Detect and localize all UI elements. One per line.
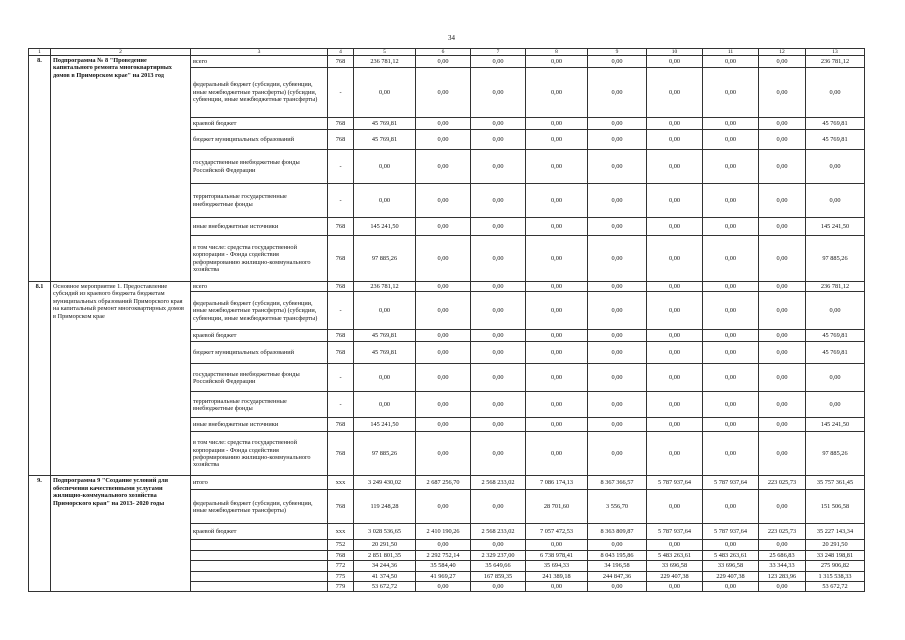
amount-cell: 151 506,58 bbox=[806, 490, 865, 524]
amount-cell: 5 483 263,61 bbox=[647, 550, 703, 560]
amount-cell: 2 329 237,00 bbox=[471, 550, 526, 560]
amount-cell: 45 769,81 bbox=[806, 118, 865, 130]
budget-code: - bbox=[328, 184, 354, 218]
amount-cell: 45 769,81 bbox=[354, 118, 416, 130]
column-number: 8 bbox=[526, 49, 588, 56]
budget-code: 768 bbox=[328, 236, 354, 282]
amount-cell: 45 769,81 bbox=[354, 130, 416, 150]
funding-source: всего bbox=[191, 282, 328, 292]
amount-cell: 0,00 bbox=[759, 130, 806, 150]
amount-cell: 7 057 472,53 bbox=[526, 524, 588, 540]
amount-cell: 3 028 536,65 bbox=[354, 524, 416, 540]
amount-cell: 0,00 bbox=[526, 540, 588, 550]
amount-cell: 0,00 bbox=[647, 582, 703, 592]
amount-cell: 0,00 bbox=[647, 292, 703, 330]
amount-cell: 0,00 bbox=[703, 56, 759, 68]
amount-cell: 0,00 bbox=[806, 68, 865, 118]
column-number: 11 bbox=[703, 49, 759, 56]
amount-cell: 8 043 195,86 bbox=[588, 550, 647, 560]
amount-cell: 0,00 bbox=[526, 392, 588, 418]
amount-cell: 223 025,73 bbox=[759, 476, 806, 490]
amount-cell: 0,00 bbox=[416, 342, 471, 364]
budget-code: 768 bbox=[328, 432, 354, 476]
funding-source: территориальные государственные внебюджетные фонды bbox=[191, 392, 328, 418]
amount-cell: 0,00 bbox=[588, 392, 647, 418]
amount-cell: 0,00 bbox=[588, 150, 647, 184]
amount-cell: 2 687 256,70 bbox=[416, 476, 471, 490]
funding-source: краевой бюджет bbox=[191, 524, 328, 540]
amount-cell: 45 769,81 bbox=[354, 330, 416, 342]
amount-cell: 45 769,81 bbox=[806, 330, 865, 342]
amount-cell: 0,00 bbox=[416, 490, 471, 524]
column-number: 9 bbox=[588, 49, 647, 56]
amount-cell: 0,00 bbox=[703, 342, 759, 364]
amount-cell: 0,00 bbox=[526, 330, 588, 342]
amount-cell: 2 851 801,35 bbox=[354, 550, 416, 560]
amount-cell: 0,00 bbox=[703, 130, 759, 150]
column-number-row bbox=[29, 49, 865, 56]
amount-cell: 0,00 bbox=[416, 392, 471, 418]
amount-cell: 45 769,81 bbox=[354, 342, 416, 364]
funding-source: краевой бюджет bbox=[191, 330, 328, 342]
amount-cell: 0,00 bbox=[647, 218, 703, 236]
amount-cell: 0,00 bbox=[416, 218, 471, 236]
amount-cell: 0,00 bbox=[471, 342, 526, 364]
budget-code: - bbox=[328, 68, 354, 118]
amount-cell: 0,00 bbox=[471, 150, 526, 184]
amount-cell: 5 787 937,64 bbox=[647, 524, 703, 540]
amount-cell: 0,00 bbox=[759, 364, 806, 392]
amount-cell: 0,00 bbox=[703, 582, 759, 592]
budget-code: 768 bbox=[328, 118, 354, 130]
amount-cell: 0,00 bbox=[588, 184, 647, 218]
amount-cell: 33 344,33 bbox=[759, 561, 806, 571]
budget-code: ххх bbox=[328, 524, 354, 540]
amount-cell: 236 781,12 bbox=[806, 56, 865, 68]
amount-cell: 0,00 bbox=[416, 118, 471, 130]
item-title: Подпрограмма № 8 "Проведение капитального ремонта многоквартирных домов в Приморском крае" на 2013 год bbox=[51, 56, 191, 282]
amount-cell: 34 244,36 bbox=[354, 561, 416, 571]
amount-cell: 0,00 bbox=[647, 236, 703, 282]
amount-cell: 0,00 bbox=[703, 330, 759, 342]
amount-cell: 0,00 bbox=[471, 130, 526, 150]
column-number: 6 bbox=[416, 49, 471, 56]
amount-cell: 223 025,73 bbox=[759, 524, 806, 540]
amount-cell: 0,00 bbox=[588, 432, 647, 476]
amount-cell: 0,00 bbox=[703, 490, 759, 524]
amount-cell: 34 196,58 bbox=[588, 561, 647, 571]
page-number: 34 bbox=[448, 34, 455, 42]
amount-cell: 0,00 bbox=[647, 56, 703, 68]
amount-cell: 0,00 bbox=[416, 330, 471, 342]
amount-cell: 0,00 bbox=[471, 582, 526, 592]
amount-cell: 0,00 bbox=[647, 68, 703, 118]
amount-cell: 0,00 bbox=[526, 236, 588, 282]
amount-cell: 0,00 bbox=[354, 184, 416, 218]
budget-code: 768 bbox=[328, 418, 354, 432]
budget-code: ххх bbox=[328, 476, 354, 490]
amount-cell: 0,00 bbox=[647, 342, 703, 364]
item-number: 9. bbox=[29, 476, 51, 592]
funding-source: краевой бюджет bbox=[191, 118, 328, 130]
amount-cell: 0,00 bbox=[471, 218, 526, 236]
amount-cell: 20 291,50 bbox=[354, 540, 416, 550]
amount-cell: 241 389,18 bbox=[526, 571, 588, 581]
amount-cell: 0,00 bbox=[416, 150, 471, 184]
item-number: 8.1 bbox=[29, 282, 51, 476]
budget-code: 779 bbox=[328, 582, 354, 592]
amount-cell: 5 787 937,64 bbox=[703, 476, 759, 490]
amount-cell: 0,00 bbox=[526, 418, 588, 432]
amount-cell: 35 227 143,34 bbox=[806, 524, 865, 540]
amount-cell: 0,00 bbox=[647, 490, 703, 524]
funding-source: итого bbox=[191, 476, 328, 490]
amount-cell: 0,00 bbox=[759, 342, 806, 364]
amount-cell: 0,00 bbox=[526, 218, 588, 236]
amount-cell: 0,00 bbox=[647, 330, 703, 342]
budget-code: - bbox=[328, 392, 354, 418]
amount-cell: 0,00 bbox=[759, 490, 806, 524]
amount-cell: 0,00 bbox=[416, 418, 471, 432]
amount-cell: 167 859,35 bbox=[471, 571, 526, 581]
budget-code: 768 bbox=[328, 330, 354, 342]
amount-cell: 0,00 bbox=[588, 364, 647, 392]
amount-cell: 0,00 bbox=[703, 418, 759, 432]
amount-cell: 0,00 bbox=[526, 130, 588, 150]
amount-cell: 0,00 bbox=[759, 540, 806, 550]
amount-cell: 0,00 bbox=[588, 582, 647, 592]
amount-cell: 0,00 bbox=[588, 418, 647, 432]
amount-cell: 0,00 bbox=[526, 184, 588, 218]
amount-cell: 229 407,38 bbox=[703, 571, 759, 581]
amount-cell: 53 672,72 bbox=[806, 582, 865, 592]
amount-cell: 20 291,50 bbox=[806, 540, 865, 550]
amount-cell: 0,00 bbox=[416, 432, 471, 476]
amount-cell: 0,00 bbox=[806, 364, 865, 392]
amount-cell: 145 241,50 bbox=[354, 418, 416, 432]
amount-cell: 0,00 bbox=[416, 364, 471, 392]
amount-cell: 0,00 bbox=[354, 392, 416, 418]
budget-code: 768 bbox=[328, 490, 354, 524]
amount-cell: 0,00 bbox=[416, 282, 471, 292]
amount-cell: 0,00 bbox=[647, 418, 703, 432]
amount-cell: 3 249 430,02 bbox=[354, 476, 416, 490]
amount-cell: 0,00 bbox=[471, 282, 526, 292]
amount-cell: 0,00 bbox=[703, 184, 759, 218]
amount-cell: 145 241,50 bbox=[354, 218, 416, 236]
amount-cell: 0,00 bbox=[703, 540, 759, 550]
amount-cell: 6 738 978,41 bbox=[526, 550, 588, 560]
amount-cell: 0,00 bbox=[588, 68, 647, 118]
amount-cell: 2 568 233,02 bbox=[471, 524, 526, 540]
amount-cell: 0,00 bbox=[588, 282, 647, 292]
amount-cell: 0,00 bbox=[759, 282, 806, 292]
amount-cell: 0,00 bbox=[759, 418, 806, 432]
funding-source bbox=[191, 540, 328, 550]
funding-source: территориальные государственные внебюджетные фонды bbox=[191, 184, 328, 218]
amount-cell: 0,00 bbox=[526, 150, 588, 184]
amount-cell: 0,00 bbox=[703, 292, 759, 330]
amount-cell: 0,00 bbox=[647, 364, 703, 392]
amount-cell: 0,00 bbox=[526, 56, 588, 68]
amount-cell: 7 086 174,13 bbox=[526, 476, 588, 490]
amount-cell: 0,00 bbox=[588, 330, 647, 342]
budget-code: 768 bbox=[328, 56, 354, 68]
amount-cell: 0,00 bbox=[354, 150, 416, 184]
amount-cell: 0,00 bbox=[526, 118, 588, 130]
budget-code: - bbox=[328, 292, 354, 330]
amount-cell: 97 885,26 bbox=[354, 236, 416, 282]
funding-source bbox=[191, 561, 328, 571]
funding-source: федеральный бюджет (субсидии, субвенции, иные межбюджетные трансферты) (субсидии, субвенции, иные межбюджетные трансферты) bbox=[191, 68, 328, 118]
amount-cell: 0,00 bbox=[588, 292, 647, 330]
amount-cell: 41 374,50 bbox=[354, 571, 416, 581]
amount-cell: 2 292 752,14 bbox=[416, 550, 471, 560]
amount-cell: 0,00 bbox=[759, 150, 806, 184]
amount-cell: 244 847,36 bbox=[588, 571, 647, 581]
funding-source bbox=[191, 571, 328, 581]
column-number: 13 bbox=[806, 49, 865, 56]
amount-cell: 0,00 bbox=[759, 118, 806, 130]
funding-source: иные внебюджетные источники bbox=[191, 218, 328, 236]
amount-cell: 0,00 bbox=[471, 330, 526, 342]
column-number: 7 bbox=[471, 49, 526, 56]
amount-cell: 0,00 bbox=[647, 130, 703, 150]
amount-cell: 0,00 bbox=[647, 282, 703, 292]
amount-cell: 0,00 bbox=[526, 432, 588, 476]
amount-cell: 0,00 bbox=[703, 118, 759, 130]
amount-cell: 35 584,40 bbox=[416, 561, 471, 571]
amount-cell: 0,00 bbox=[526, 582, 588, 592]
amount-cell: 0,00 bbox=[759, 392, 806, 418]
amount-cell: 0,00 bbox=[588, 218, 647, 236]
amount-cell: 0,00 bbox=[647, 118, 703, 130]
amount-cell: 0,00 bbox=[526, 282, 588, 292]
amount-cell: 0,00 bbox=[471, 490, 526, 524]
amount-cell: 0,00 bbox=[759, 582, 806, 592]
amount-cell: 0,00 bbox=[703, 282, 759, 292]
amount-cell: 0,00 bbox=[588, 342, 647, 364]
amount-cell: 0,00 bbox=[759, 218, 806, 236]
budget-code: 768 bbox=[328, 218, 354, 236]
amount-cell: 0,00 bbox=[647, 184, 703, 218]
amount-cell: 0,00 bbox=[416, 582, 471, 592]
amount-cell: 8 363 809,87 bbox=[588, 524, 647, 540]
amount-cell: 275 906,82 bbox=[806, 561, 865, 571]
amount-cell: 0,00 bbox=[806, 184, 865, 218]
amount-cell: 0,00 bbox=[526, 364, 588, 392]
budget-table bbox=[28, 48, 865, 592]
amount-cell: 0,00 bbox=[806, 150, 865, 184]
amount-cell: 0,00 bbox=[471, 418, 526, 432]
amount-cell: 35 757 361,45 bbox=[806, 476, 865, 490]
amount-cell: 145 241,50 bbox=[806, 418, 865, 432]
amount-cell: 0,00 bbox=[703, 218, 759, 236]
amount-cell: 0,00 bbox=[354, 68, 416, 118]
amount-cell: 0,00 bbox=[526, 68, 588, 118]
funding-source bbox=[191, 550, 328, 560]
amount-cell: 35 649,66 bbox=[471, 561, 526, 571]
amount-cell: 33 696,58 bbox=[647, 561, 703, 571]
item-title: Подпрограмма 9 "Создание условий для обеспечения качественными услугами жилищно-коммунального хозяйства Приморского края" на 2013- 2020 годы bbox=[51, 476, 191, 592]
amount-cell: 0,00 bbox=[416, 130, 471, 150]
amount-cell: 0,00 bbox=[416, 68, 471, 118]
amount-cell: 0,00 bbox=[416, 292, 471, 330]
column-number: 3 bbox=[191, 49, 328, 56]
budget-code: 775 bbox=[328, 571, 354, 581]
amount-cell: 0,00 bbox=[471, 432, 526, 476]
amount-cell: 0,00 bbox=[703, 236, 759, 282]
amount-cell: 0,00 bbox=[588, 540, 647, 550]
amount-cell: 0,00 bbox=[588, 130, 647, 150]
amount-cell: 0,00 bbox=[759, 184, 806, 218]
amount-cell: 97 885,26 bbox=[806, 236, 865, 282]
funding-source: государственные внебюджетные фонды Российской Федерации bbox=[191, 364, 328, 392]
amount-cell: 2 568 233,02 bbox=[471, 476, 526, 490]
budget-code: 768 bbox=[328, 130, 354, 150]
funding-source: в том числе: средства государственной корпорации - Фонда содействия реформированию жилищно-коммунального хозяйства bbox=[191, 432, 328, 476]
amount-cell: 41 969,27 bbox=[416, 571, 471, 581]
amount-cell: 0,00 bbox=[759, 68, 806, 118]
amount-cell: 0,00 bbox=[759, 432, 806, 476]
column-number: 2 bbox=[51, 49, 191, 56]
amount-cell: 236 781,12 bbox=[354, 56, 416, 68]
amount-cell: 0,00 bbox=[526, 292, 588, 330]
budget-code: 768 bbox=[328, 282, 354, 292]
column-number: 5 bbox=[354, 49, 416, 56]
funding-source: всего bbox=[191, 56, 328, 68]
amount-cell: 229 407,38 bbox=[647, 571, 703, 581]
amount-cell: 97 885,26 bbox=[806, 432, 865, 476]
funding-source: бюджет муниципальных образований bbox=[191, 130, 328, 150]
budget-code: 768 bbox=[328, 342, 354, 364]
column-number: 10 bbox=[647, 49, 703, 56]
amount-cell: 33 248 198,81 bbox=[806, 550, 865, 560]
budget-code: 772 bbox=[328, 561, 354, 571]
funding-source: бюджет муниципальных образований bbox=[191, 342, 328, 364]
amount-cell: 0,00 bbox=[806, 392, 865, 418]
amount-cell: 0,00 bbox=[647, 150, 703, 184]
column-number: 12 bbox=[759, 49, 806, 56]
amount-cell: 0,00 bbox=[471, 392, 526, 418]
amount-cell: 123 283,96 bbox=[759, 571, 806, 581]
amount-cell: 145 241,50 bbox=[806, 218, 865, 236]
table-row bbox=[29, 56, 865, 68]
budget-code: 768 bbox=[328, 550, 354, 560]
amount-cell: 53 672,72 bbox=[354, 582, 416, 592]
amount-cell: 0,00 bbox=[354, 364, 416, 392]
amount-cell: 33 696,58 bbox=[703, 561, 759, 571]
amount-cell: 28 701,60 bbox=[526, 490, 588, 524]
item-number: 8. bbox=[29, 56, 51, 282]
amount-cell: 8 367 366,57 bbox=[588, 476, 647, 490]
table-row bbox=[29, 282, 865, 292]
column-number: 4 bbox=[328, 49, 354, 56]
amount-cell: 0,00 bbox=[416, 540, 471, 550]
amount-cell: 0,00 bbox=[759, 56, 806, 68]
amount-cell: 0,00 bbox=[588, 118, 647, 130]
amount-cell: 0,00 bbox=[759, 236, 806, 282]
amount-cell: 5 787 937,64 bbox=[647, 476, 703, 490]
amount-cell: 0,00 bbox=[471, 56, 526, 68]
amount-cell: 0,00 bbox=[471, 364, 526, 392]
amount-cell: 119 248,28 bbox=[354, 490, 416, 524]
budget-code: - bbox=[328, 364, 354, 392]
budget-code: - bbox=[328, 150, 354, 184]
funding-source: федеральный бюджет (субсидии, субвенции, иные межбюджетные трансферты) bbox=[191, 490, 328, 524]
funding-source: федеральный бюджет (субсидии, субвенции, иные межбюджетные трансферты) (субсидии, субвенции, иные межбюджетные трансферты) bbox=[191, 292, 328, 330]
amount-cell: 0,00 bbox=[588, 236, 647, 282]
amount-cell: 236 781,12 bbox=[806, 282, 865, 292]
amount-cell: 0,00 bbox=[703, 432, 759, 476]
amount-cell: 0,00 bbox=[416, 184, 471, 218]
amount-cell: 0,00 bbox=[759, 292, 806, 330]
amount-cell: 0,00 bbox=[647, 392, 703, 418]
amount-cell: 0,00 bbox=[647, 432, 703, 476]
funding-source: в том числе: средства государственной корпорации - Фонда содействия реформированию жилищно-коммунального хозяйства bbox=[191, 236, 328, 282]
amount-cell: 0,00 bbox=[416, 236, 471, 282]
amount-cell: 45 769,81 bbox=[806, 342, 865, 364]
amount-cell: 5 787 937,64 bbox=[703, 524, 759, 540]
amount-cell: 0,00 bbox=[703, 392, 759, 418]
amount-cell: 0,00 bbox=[588, 56, 647, 68]
amount-cell: 0,00 bbox=[471, 236, 526, 282]
amount-cell: 0,00 bbox=[759, 330, 806, 342]
amount-cell: 0,00 bbox=[416, 56, 471, 68]
budget-code: 752 bbox=[328, 540, 354, 550]
amount-cell: 5 483 263,61 bbox=[703, 550, 759, 560]
column-number: 1 bbox=[29, 49, 51, 56]
amount-cell: 236 781,12 bbox=[354, 282, 416, 292]
item-title: Основное мероприятие 1. Предоставление субсидий из краевого бюджета бюджетам муниципальных образований Приморского края на капитальный ремонт многоквартирных домов в Приморском крае bbox=[51, 282, 191, 476]
amount-cell: 0,00 bbox=[354, 292, 416, 330]
amount-cell: 45 769,81 bbox=[806, 130, 865, 150]
amount-cell: 0,00 bbox=[703, 150, 759, 184]
amount-cell: 0,00 bbox=[703, 68, 759, 118]
amount-cell: 0,00 bbox=[471, 68, 526, 118]
amount-cell: 0,00 bbox=[806, 292, 865, 330]
amount-cell: 25 686,83 bbox=[759, 550, 806, 560]
amount-cell: 2 410 190,26 bbox=[416, 524, 471, 540]
amount-cell: 0,00 bbox=[703, 364, 759, 392]
funding-source bbox=[191, 582, 328, 592]
amount-cell: 0,00 bbox=[471, 540, 526, 550]
amount-cell: 97 885,26 bbox=[354, 432, 416, 476]
funding-source: государственные внебюджетные фонды Российской Федерации bbox=[191, 150, 328, 184]
amount-cell: 0,00 bbox=[647, 540, 703, 550]
funding-source: иные внебюджетные источники bbox=[191, 418, 328, 432]
amount-cell: 0,00 bbox=[471, 292, 526, 330]
amount-cell: 0,00 bbox=[471, 118, 526, 130]
amount-cell: 3 556,70 bbox=[588, 490, 647, 524]
amount-cell: 0,00 bbox=[526, 342, 588, 364]
amount-cell: 0,00 bbox=[471, 184, 526, 218]
amount-cell: 1 315 538,33 bbox=[806, 571, 865, 581]
amount-cell: 35 694,33 bbox=[526, 561, 588, 571]
table-row bbox=[29, 476, 865, 490]
